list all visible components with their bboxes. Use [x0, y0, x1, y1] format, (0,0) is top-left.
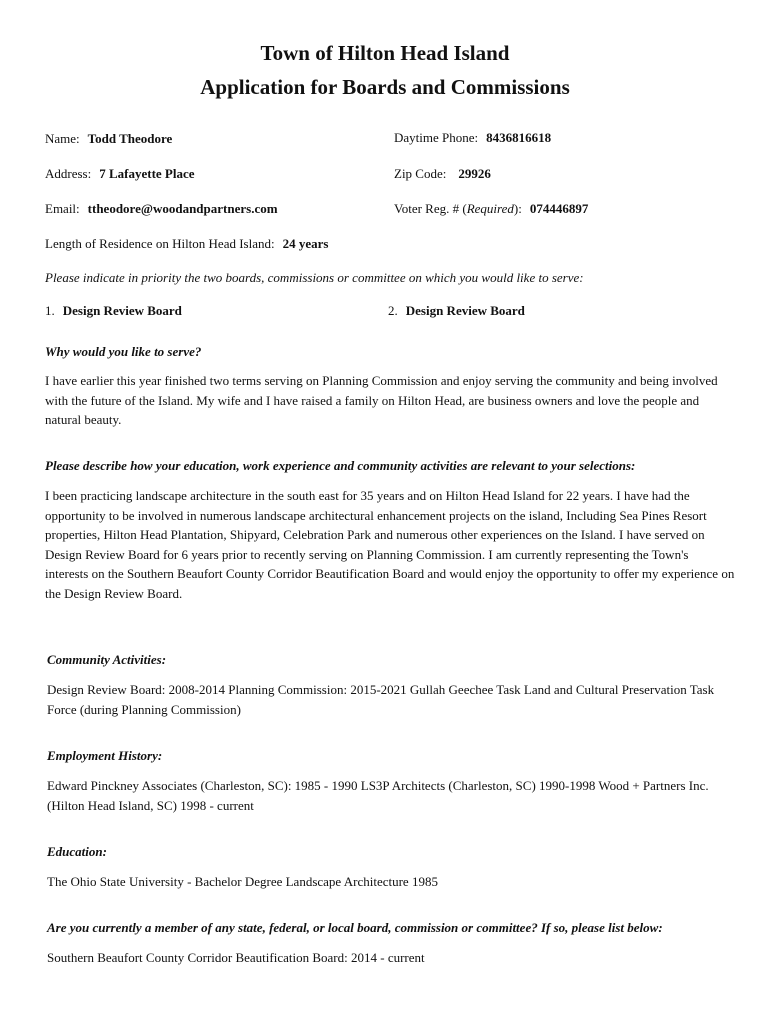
zip-label: Zip Code:	[394, 166, 447, 181]
second-choice-number: 2.	[388, 303, 398, 318]
experience-answer: I been practicing landscape architecture in the south east for 35 years and on Hilton Head Island for 22 years. I have had the opportunity to be involved in numerous landscape architectural enhancement projects on the island, Including Sea Pines Resort properties, Hilton Head Plantation, Shipyard, Celebration Park and numerous other experiences on the Island. I have served on Design Review Board for 6 years prior to recently serving on Planning Commission. I am currently representing the Town's interests on the Southern Beaufort County Corridor Beautification Board and would enjoy the opportunity to offer my experience on the Design Review Board.	[45, 488, 735, 601]
document-subtitle: Application for Boards and Commissions	[200, 75, 570, 99]
email-field	[45, 200, 278, 218]
education-answer: The Ohio State University - Bachelor Degree Landscape Architecture 1985	[47, 874, 438, 889]
phone-label: Daytime Phone:	[394, 130, 479, 145]
name-field	[45, 130, 172, 148]
email-label: Email:	[45, 201, 80, 216]
zip-field	[394, 165, 491, 183]
membership-question: Are you currently a member of any state, federal, or local board, commission or committee? If so, please list below:	[47, 920, 663, 935]
name-value: Todd Theodore	[87, 131, 173, 146]
community-heading: Community Activities:	[47, 652, 167, 667]
community-answer: Design Review Board: 2008-2014 Planning Commission: 2015-2021 Gullah Geechee Task Land and Cultural Preservation Task Force (during Planning Commission)	[47, 682, 715, 717]
experience-question: Please describe how your education, work experience and community activities are relevant to your selections:	[45, 458, 636, 473]
document-title: Town of Hilton Head Island	[260, 41, 510, 65]
employment-answer: Edward Pinckney Associates (Charleston, SC): 1985 - 1990 LS3P Architects (Charleston, SC) 1990-1998 Wood + Partners Inc. (Hilton Head Island, SC) 1998 - current	[47, 778, 709, 813]
phone-field	[394, 129, 551, 147]
residence-label: Length of Residence on Hilton Head Island:	[45, 236, 275, 251]
second-choice	[388, 302, 525, 320]
address-value: 7 Lafayette Place	[99, 166, 195, 181]
employment-heading: Employment History:	[47, 748, 163, 763]
second-choice-value: Design Review Board	[405, 303, 525, 318]
address-field	[45, 165, 195, 183]
address-label: Address:	[45, 166, 92, 181]
first-choice-value: Design Review Board	[62, 303, 182, 318]
first-choice	[45, 302, 182, 320]
membership-answer: Southern Beaufort County Corridor Beautification Board: 2014 - current	[47, 950, 425, 965]
why-serve-answer: I have earlier this year finished two terms serving on Planning Commission and enjoy serving the community and being involved with the future of the Island. My wife and I have raised a family on Hilton Head, are business owners and love the people and natural beauty.	[45, 373, 718, 427]
residence-field	[45, 235, 328, 253]
phone-value: 8436816618	[486, 130, 552, 145]
education-heading: Education:	[47, 844, 107, 859]
why-serve-question: Why would you like to serve?	[45, 344, 202, 359]
voter-reg-field	[394, 200, 588, 218]
residence-value: 24 years	[282, 236, 329, 251]
first-choice-number: 1.	[45, 303, 55, 318]
zip-value: 29926	[458, 166, 491, 181]
email-value: ttheodore@woodandpartners.com	[87, 201, 278, 216]
voter-reg-value: 074446897	[529, 201, 589, 216]
voter-reg-label: Voter Reg. # (Required):	[394, 201, 522, 216]
name-label: Name:	[45, 131, 80, 146]
preference-instruction: Please indicate in priority the two boards, commissions or committee on which you would like to serve:	[45, 270, 584, 285]
